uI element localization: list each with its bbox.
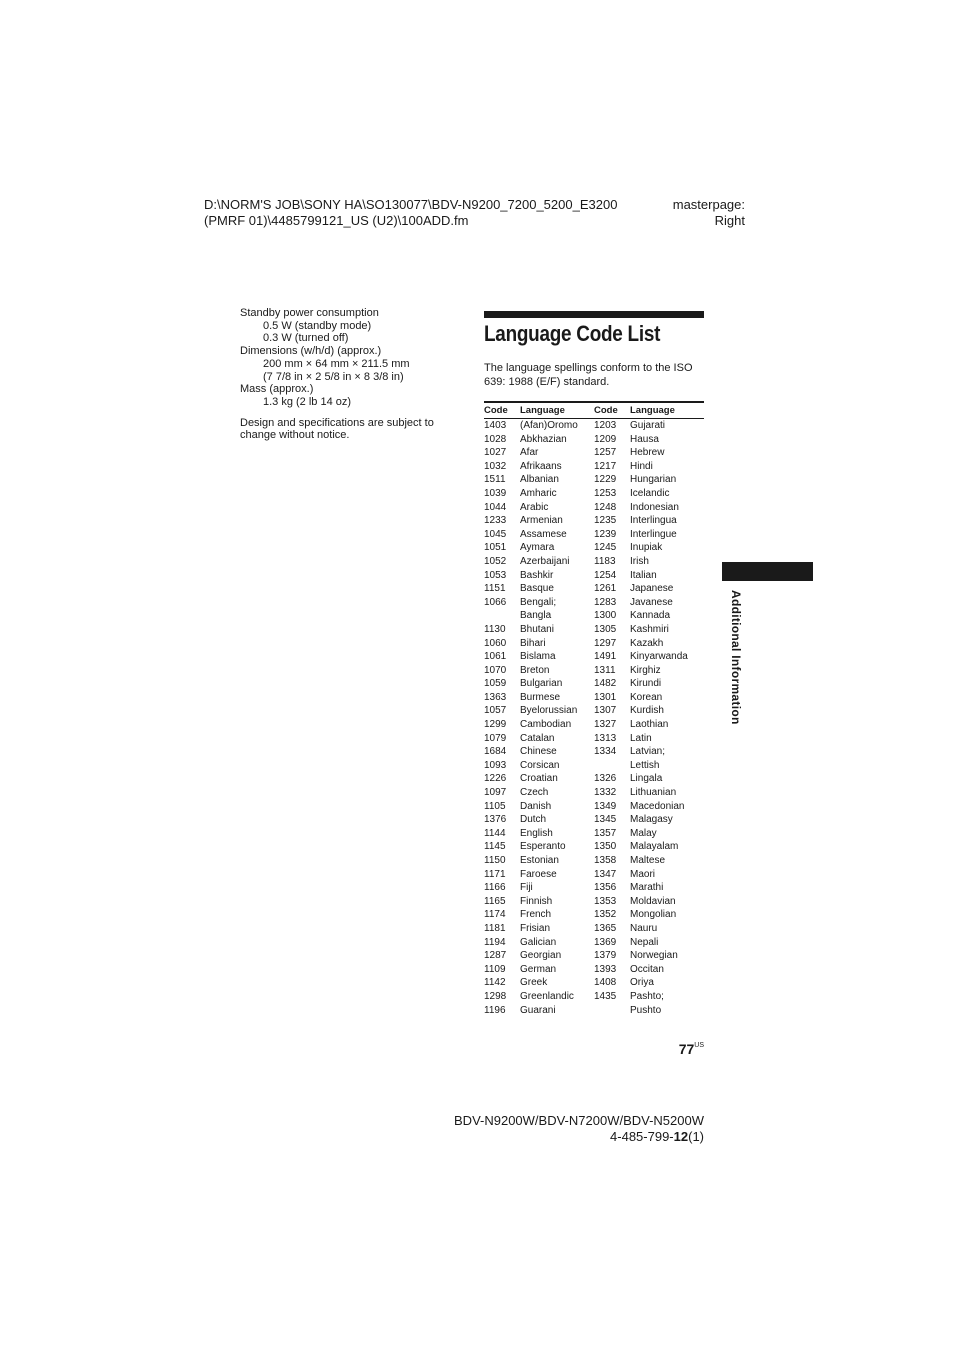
page-number-value: 77 (678, 1041, 695, 1057)
table-row (484, 596, 704, 610)
table-row (484, 908, 704, 922)
code-cell: 1093 (484, 759, 507, 771)
masterpage-label (660, 197, 745, 229)
code-cell: 1151 (484, 583, 506, 595)
masterpage-line-2: Right (714, 213, 745, 228)
language-cell: Arabic (520, 501, 549, 513)
language-cell: Icelandic (630, 487, 670, 499)
language-cell: Occitan (630, 963, 664, 975)
language-cell: Greek (520, 977, 548, 989)
table-row (484, 555, 704, 569)
table-row (484, 868, 704, 882)
code-cell: 1097 (484, 787, 507, 799)
language-cell: Czech (520, 787, 549, 799)
code-cell: 1028 (484, 433, 507, 445)
code-cell: 1684 (484, 746, 507, 758)
language-cell: Maltese (630, 855, 666, 866)
code-cell: 1254 (594, 569, 617, 581)
language-cell: Pashto; (630, 990, 664, 1002)
code-cell: 1332 (594, 787, 617, 799)
language-cell: Pushto (630, 1004, 662, 1016)
code-cell: 1045 (484, 528, 507, 540)
mass-value: 1.3 kg (2 lb 14 oz) (263, 395, 352, 408)
table-row (484, 1004, 704, 1018)
language-cell: Kurdish (630, 705, 664, 717)
code-cell: 1287 (484, 950, 507, 962)
language-cell: Galician (520, 936, 557, 948)
language-cell: Fiji (520, 882, 533, 894)
code-cell: 1181 (484, 922, 506, 934)
specifications-note: Design and specifications are subject to change without notice. (240, 416, 434, 442)
language-cell: Hungarian (630, 474, 677, 486)
language-cell: Lithuanian (630, 787, 677, 799)
language-cell: Cambodian (520, 719, 572, 731)
table-row (484, 963, 704, 977)
language-cell: Abkhazian (520, 433, 567, 445)
table-row (484, 501, 704, 515)
code-cell: 1376 (484, 814, 507, 826)
language-cell: Dutch (520, 814, 547, 826)
language-cell: Laothian (630, 719, 669, 731)
language-cell: French (520, 909, 552, 921)
code-cell: 1408 (594, 977, 617, 989)
code-cell: 1353 (594, 895, 617, 907)
code-cell: 1130 (484, 623, 506, 635)
standby-label: Standby power consumption (240, 307, 379, 319)
language-cell: Macedonian (630, 800, 685, 812)
language-cell: Kashmiri (630, 623, 669, 635)
table-row (484, 759, 704, 773)
table-row (484, 419, 704, 433)
language-cell: Hausa (630, 433, 659, 445)
file-path-line-2: (PMRF 01)\4485799121_US (U2)\100ADD.fm (204, 213, 469, 228)
language-cell: Inupiak (630, 542, 663, 554)
code-cell: 1311 (594, 664, 616, 676)
table-row (484, 691, 704, 705)
table-header-code-1: Code (484, 405, 508, 416)
table-row (484, 487, 704, 501)
language-cell: Mongolian (630, 909, 677, 921)
code-cell: 1257 (594, 447, 617, 459)
language-cell: Danish (520, 800, 552, 812)
code-cell: 1352 (594, 909, 617, 921)
language-cell: Corsican (520, 759, 560, 771)
language-cell: German (520, 963, 557, 975)
language-cell: Finnish (520, 895, 553, 907)
language-cell: Japanese (630, 583, 674, 595)
language-cell: Oriya (630, 977, 654, 989)
table-row (484, 677, 704, 691)
part-number-prefix: 4-485-799- (610, 1129, 674, 1144)
code-cell: 1357 (594, 827, 617, 839)
mass-label: Mass (approx.) (240, 383, 314, 396)
section-intro: The language spellings conform to the ISO 639: 1988 (E/F) standard. (484, 362, 693, 388)
language-cell: Armenian (520, 515, 563, 527)
table-row (484, 446, 704, 460)
table-row (484, 514, 704, 528)
language-cell: Azerbaijani (520, 555, 570, 567)
language-cell: Assamese (520, 528, 567, 540)
table-header-language-1: Language (520, 405, 565, 416)
language-cell: Malagasy (630, 814, 673, 826)
code-cell: 1301 (594, 691, 617, 703)
code-cell: 1403 (484, 420, 507, 431)
table-row (484, 840, 704, 854)
language-cell: Nepali (630, 936, 659, 948)
table-row (484, 732, 704, 746)
section-tab-marker (722, 562, 813, 581)
table-row (484, 786, 704, 800)
language-cell: Latvian; (630, 746, 666, 758)
code-cell: 1174 (484, 909, 506, 921)
file-path-header (204, 197, 617, 229)
code-cell: 1144 (484, 827, 506, 839)
table-row (484, 881, 704, 895)
code-cell: 1070 (484, 664, 507, 676)
code-cell: 1307 (594, 705, 617, 717)
language-cell: Basque (520, 583, 554, 595)
code-cell: 1435 (594, 990, 617, 1002)
code-cell: 1297 (594, 637, 617, 649)
code-cell: 1245 (594, 542, 617, 554)
language-cell: Aymara (520, 542, 555, 554)
page-number (660, 1041, 704, 1057)
language-cell: Esperanto (520, 841, 566, 853)
table-row (484, 473, 704, 487)
standby-value-standby: 0.5 W (standby mode) (263, 319, 372, 332)
table-row (484, 541, 704, 555)
table-top-rule (484, 401, 704, 403)
table-row (484, 718, 704, 732)
section-title: Language Code List (484, 321, 661, 346)
code-cell: 1356 (594, 882, 617, 894)
code-cell: 1166 (484, 882, 506, 894)
language-cell: Indonesian (630, 501, 679, 513)
table-row (484, 650, 704, 664)
dimensions-label: Dimensions (w/h/d) (approx.) (240, 345, 382, 358)
section-title-bar (484, 311, 704, 318)
language-cell: Kinyarwanda (630, 651, 688, 663)
language-cell: Guarani (520, 1004, 556, 1016)
code-cell: 1209 (594, 433, 617, 445)
language-cell: Breton (520, 664, 550, 676)
language-cell: Albanian (520, 474, 559, 486)
language-cell: Afar (520, 447, 539, 459)
code-cell: 1171 (484, 868, 506, 880)
language-cell: Chinese (520, 746, 557, 758)
code-cell: 1365 (594, 922, 617, 934)
code-cell: 1053 (484, 569, 507, 581)
table-row (484, 990, 704, 1004)
language-cell: Korean (630, 691, 663, 703)
code-cell: 1229 (594, 474, 617, 486)
language-cell: Italian (630, 569, 657, 581)
dimensions-value-in: (7 7/8 in × 2 5/8 in × 8 3/8 in) (263, 370, 404, 383)
table-row (484, 772, 704, 786)
standby-value-off: 0.3 W (turned off) (263, 332, 349, 345)
table-row (484, 569, 704, 583)
part-number-suffix: (1) (688, 1129, 704, 1144)
code-cell: 1165 (484, 895, 506, 907)
code-cell: 1239 (594, 528, 617, 540)
language-cell: Gujarati (630, 420, 666, 431)
part-number-bold: 12 (673, 1129, 689, 1144)
code-cell: 1313 (594, 732, 617, 744)
code-cell: 1044 (484, 501, 507, 513)
code-cell: 1511 (484, 474, 506, 486)
language-cell: Greenlandic (520, 990, 574, 1002)
code-cell: 1345 (594, 814, 617, 826)
language-cell: Croatian (520, 773, 558, 785)
dimensions-value-mm: 200 mm × 64 mm × 211.5 mm (263, 357, 410, 370)
code-cell: 1109 (484, 963, 506, 975)
code-cell: 1482 (594, 678, 617, 690)
code-cell: 1305 (594, 623, 617, 635)
code-cell: 1299 (484, 719, 507, 731)
code-cell: 1051 (484, 542, 507, 554)
code-cell: 1066 (484, 596, 507, 608)
table-row (484, 813, 704, 827)
language-cell: Latin (630, 732, 652, 744)
code-cell: 1326 (594, 773, 617, 785)
code-cell: 1150 (484, 855, 506, 866)
table-row (484, 976, 704, 990)
table-row (484, 827, 704, 841)
language-cell: Kirundi (630, 678, 662, 690)
code-cell: 1217 (594, 460, 617, 472)
language-cell: Marathi (630, 882, 664, 894)
language-cell: Byelorussian (520, 705, 578, 717)
code-cell: 1196 (484, 1004, 506, 1016)
language-cell: Bislama (520, 651, 556, 663)
language-cell: Bhutani (520, 623, 554, 635)
table-row (484, 433, 704, 447)
code-cell: 1298 (484, 990, 507, 1002)
code-cell: 1145 (484, 841, 506, 853)
table-row (484, 922, 704, 936)
table-row (484, 745, 704, 759)
table-row (484, 936, 704, 950)
code-cell: 1142 (484, 977, 506, 989)
code-cell: 1057 (484, 705, 507, 717)
code-cell: 1052 (484, 555, 507, 567)
language-cell: Estonian (520, 855, 559, 866)
code-cell: 1039 (484, 487, 507, 499)
language-cell: Kannada (630, 610, 671, 622)
language-cell: Interlingue (630, 528, 677, 540)
language-cell: Amharic (520, 487, 557, 499)
language-code-table (484, 419, 704, 1017)
code-cell: 1350 (594, 841, 617, 853)
footer-model-info (420, 1113, 704, 1145)
table-row (484, 460, 704, 474)
code-cell: 1226 (484, 773, 507, 785)
file-path-line-1: D:\NORM'S JOB\SONY HA\SO130077\BDV-N9200_7200_5200_E3200 (204, 197, 618, 212)
code-cell: 1334 (594, 746, 617, 758)
language-cell: Georgian (520, 950, 562, 962)
code-cell: 1060 (484, 637, 507, 649)
code-cell: 1379 (594, 950, 617, 962)
code-cell: 1059 (484, 678, 507, 690)
code-cell: 1079 (484, 732, 507, 744)
language-cell: Bangla (520, 610, 552, 622)
language-cell: (Afan)Oromo (520, 420, 578, 431)
masterpage-line-1: masterpage: (672, 197, 745, 212)
code-cell: 1358 (594, 855, 617, 866)
side-tab-label: Additional Information (729, 590, 743, 725)
code-cell: 1061 (484, 651, 507, 663)
table-row (484, 895, 704, 909)
page-number-suffix: US (694, 1042, 704, 1049)
language-cell: Faroese (520, 868, 557, 880)
language-cell: Nauru (630, 922, 658, 934)
language-cell: Bihari (520, 637, 546, 649)
language-cell: Bulgarian (520, 678, 563, 690)
code-cell: 1363 (484, 691, 507, 703)
language-cell: English (520, 827, 553, 839)
language-cell: Maori (630, 868, 656, 880)
language-cell: Afrikaans (520, 460, 562, 472)
table-row (484, 664, 704, 678)
language-cell: Hebrew (630, 447, 665, 459)
code-cell: 1203 (594, 420, 617, 431)
table-row (484, 609, 704, 623)
table-row (484, 854, 704, 868)
table-row (484, 623, 704, 637)
code-cell: 1253 (594, 487, 617, 499)
table-row (484, 528, 704, 542)
specifications-block (240, 307, 465, 442)
language-cell: Catalan (520, 732, 555, 744)
footer-models: BDV-N9200W/BDV-N7200W/BDV-N5200W (454, 1113, 704, 1128)
language-cell: Lettish (630, 759, 660, 771)
language-cell: Irish (630, 555, 649, 567)
language-cell: Interlingua (630, 515, 677, 527)
language-cell: Bashkir (520, 569, 554, 581)
code-cell: 1248 (594, 501, 617, 513)
language-cell: Kirghiz (630, 664, 661, 676)
code-cell: 1393 (594, 963, 617, 975)
table-row (484, 704, 704, 718)
language-cell: Hindi (630, 460, 653, 472)
code-cell: 1235 (594, 515, 617, 527)
code-cell: 1327 (594, 719, 617, 731)
language-cell: Malay (630, 827, 657, 839)
code-cell: 1105 (484, 800, 506, 812)
language-cell: Kazakh (630, 637, 664, 649)
code-cell: 1261 (594, 583, 617, 595)
code-cell: 1349 (594, 800, 617, 812)
table-header-language-2: Language (630, 405, 675, 416)
table-row (484, 949, 704, 963)
language-cell: Javanese (630, 596, 673, 608)
language-cell: Moldavian (630, 895, 676, 907)
code-cell: 1194 (484, 936, 506, 948)
language-cell: Norwegian (630, 950, 678, 962)
code-cell: 1032 (484, 460, 507, 472)
code-cell: 1491 (594, 651, 617, 663)
table-row (484, 637, 704, 651)
table-header-code-2: Code (594, 405, 618, 416)
code-cell: 1369 (594, 936, 617, 948)
language-cell: Burmese (520, 691, 561, 703)
footer-part-number (420, 1129, 704, 1145)
table-row (484, 582, 704, 596)
table-row (484, 800, 704, 814)
code-cell: 1283 (594, 596, 617, 608)
code-cell: 1233 (484, 515, 507, 527)
code-cell: 1027 (484, 447, 507, 459)
code-cell: 1347 (594, 868, 617, 880)
language-cell: Bengali; (520, 596, 557, 608)
language-cell: Malayalam (630, 841, 679, 853)
language-cell: Frisian (520, 922, 551, 934)
language-cell: Lingala (630, 773, 663, 785)
code-cell: 1183 (594, 555, 616, 567)
code-cell: 1300 (594, 610, 617, 622)
